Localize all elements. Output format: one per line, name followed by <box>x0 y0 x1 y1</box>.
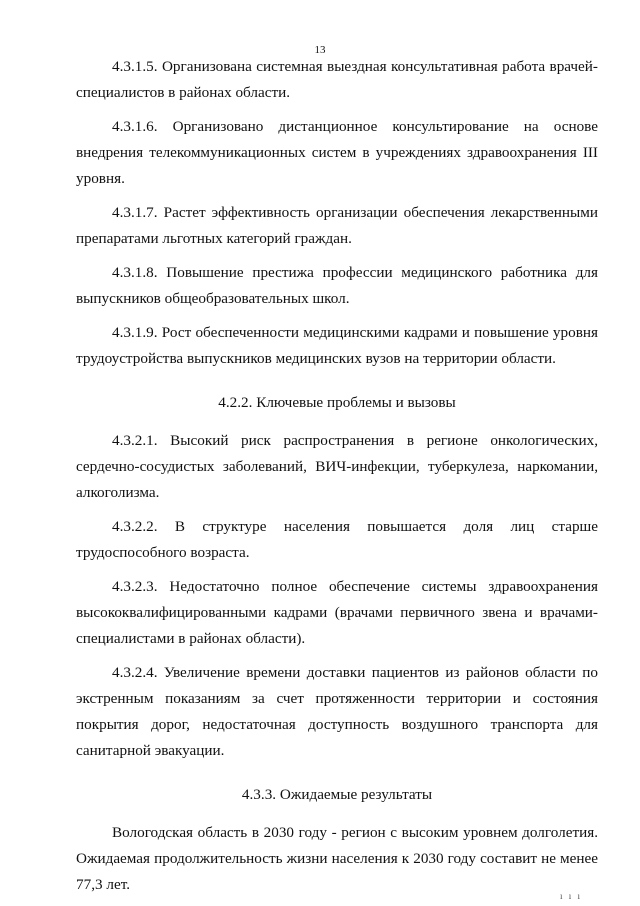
footer-mark: ı ı ı <box>559 891 582 901</box>
paragraph-4-3-1-5: 4.3.1.5. Организована системная выездная консультативная работа врачей-специалистов в районах области. <box>76 58 598 101</box>
paragraph-4-3-1-8: 4.3.1.8. Повышение престижа профессии медицинского работника для выпускников общеобразовательных школ. <box>76 264 598 307</box>
document-body <box>76 54 598 906</box>
section-heading-results: 4.3.3. Ожидаемые результаты <box>241 786 433 803</box>
paragraph-4-3-2-1: 4.3.2.1. Высокий риск распространения в регионе онкологических, сердечно-сосудистых заболеваний, ВИЧ-инфекции, туберкулеза, наркомании, алкоголизма. <box>76 432 598 501</box>
paragraph-4-3-1-7: 4.3.1.7. Растет эффективность организации обеспечения лекарственными препаратами льготных категорий граждан. <box>76 204 598 247</box>
paragraph-4-3-1-6: 4.3.1.6. Организовано дистанционное консультирование на основе внедрения телекоммуникационных систем в учреждениях здравоохранения III уровня. <box>76 118 598 187</box>
paragraph-4-3-1-9: 4.3.1.9. Рост обеспеченности медицинскими кадрами и повышение уровня трудоустройства выпускников медицинских вузов на территории области. <box>76 324 598 367</box>
paragraph-4-3-2-4: 4.3.2.4. Увеличение времени доставки пациентов из районов области по экстренным показаниям за счет протяженности территории и состояния покрытия дорог, недостаточная доступность воздушного транспорта для санитарной эвакуации. <box>76 664 598 759</box>
section-heading-problems: 4.2.2. Ключевые проблемы и вызовы <box>218 394 456 411</box>
page-number: 13 <box>314 44 326 56</box>
paragraph-expected-results: Вологодская область в 2030 году - регион с высоким уровнем долголетия. Ожидаемая продолжительность жизни населения к 2030 году составит не менее 77,3 лет. <box>76 824 598 893</box>
paragraph-4-3-2-2: 4.3.2.2. В структуре населения повышается доля лиц старше трудоспособного возраста. <box>76 518 598 561</box>
paragraph-4-3-2-3: 4.3.2.3. Недостаточно полное обеспечение системы здравоохранения высококвалифицированными кадрами (врачами первичного звена и врачами-специалистами в районах области). <box>76 578 598 647</box>
